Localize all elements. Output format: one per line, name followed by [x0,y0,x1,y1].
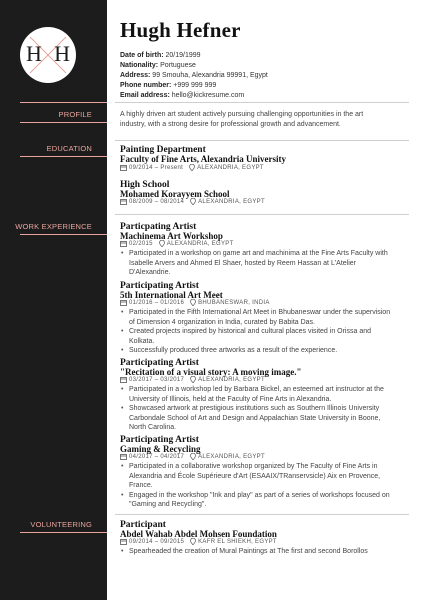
education-meta: 08/2009 – 08/2014 ALEXANDRIA, EGYPT [120,198,265,206]
divider [20,532,107,533]
job-meta: 02/2015 ALEXANDRIA, EGYPT [120,240,234,248]
monogram-logo [20,27,76,83]
divider [115,102,409,103]
volunteer-bullets [120,547,395,557]
profile-summary: A highly driven art student actively pursuing challenging opportunities in the art industry, with a strong desire for professional growth and advancement. [120,111,364,128]
job-bullets [120,308,395,356]
volunteer-meta: 09/2014 – 09/2015 KAFR EL SHIEKH, EGYPT [120,538,277,546]
list-item: • Showcased artwork at prestigious institutions such as Southern Illinois University Carbondale School of Art and Design and Appalachian State University in Boone, North Carolina. [120,404,395,433]
job-meta: 01/2016 – 01/2016 BHUBANESWAR, INDIA [120,299,270,307]
location: ALEXANDRIA, EGYPT [159,241,234,247]
location-pin-icon [189,164,195,171]
volunteer-organization: Abdel Wahab Abdel Mohsen Foundation [120,529,277,539]
calendar-icon [120,538,127,545]
divider [115,214,409,215]
education-meta: 09/2014 – Present ALEXANDRIA, EGYPT [120,164,264,172]
job-bullets [120,462,395,510]
divider [115,140,409,141]
location-text: ALEXANDRIA, EGYPT [197,165,264,172]
job-bullets [120,385,395,433]
location: ALEXANDRIA, EGYPT [190,199,265,205]
job-organization: Machinema Art Workshop [120,231,223,241]
job-title: Particpating Artist [120,222,197,232]
info-row-phone: Phone number: +999 999 999 [120,82,217,89]
list-item: • Participated in the Fifth International Art Meet in Bhubaneswar under the supervision of Dimension 4 organization in India, curated by Babita Das. [120,308,395,327]
info-row-email: Email address: hello@kickresume.com [120,92,245,99]
divider [20,234,107,235]
calendar-icon [120,240,127,247]
list-item: • Engaged in the workshop "Ink and play" as part of a series of workshops focused on "Gaming and Recycling". [120,491,395,510]
divider [20,102,107,103]
job-title: Participating Artist [120,435,199,445]
location-pin-icon [190,198,196,205]
divider [115,514,409,515]
volunteer-title: Participant [120,520,166,530]
info-row-nationality: Nationality: Portuguese [120,62,196,69]
job-meta: 04/2017 – 04/2017 ALEXANDRIA, EGYPT [120,453,265,461]
job-meta: 03/2017 – 03/2017 ALEXANDRIA, EGYPT [120,376,265,384]
education-title: High School [120,180,170,190]
job-organization: 5th International Art Meet [120,290,223,300]
location: ALEXANDRIA, EGYPT [190,454,265,460]
education-institution: Mohamed Korayyem School [120,189,230,199]
job-organization: "Recitation of a visual story: A moving image." [120,367,302,377]
location: KAFR EL SHIEKH, EGYPT [190,539,277,545]
list-item: • Participated in a workshop on game art and machinima at the Fine Arts Faculty with Isabelle Arvers and Ahmed El Shaer, hosted by Reem Hassan at L'Atelier D'Alexandrie. [120,249,395,278]
divider [20,156,107,157]
calendar-icon [120,376,127,383]
info-row-dob: Date of birth: 20/19/1999 [120,52,201,59]
education-institution: Faculty of Fine Arts, Alexandria University [120,154,286,164]
list-item: • Created projects inspired by historical and cultural places visited in Orissa and Kolkata. [120,327,395,346]
job-organization: Gaming & Recycling [120,444,201,454]
location-pin-icon [190,453,196,460]
sidebar: H H PROFILE EDUCATION WORK EXPERIENCE VOLUNTEERING [0,0,107,600]
job-title: Participating Artist [120,358,199,368]
job-title: Participating Artist [120,281,199,291]
location-pin-icon [159,240,165,247]
job-bullets [120,249,395,278]
location: ALEXANDRIA, EGYPT [190,377,265,383]
list-item: • Successfully produced three artworks as a result of the experience. [120,346,395,356]
calendar-icon [120,198,127,205]
monogram-letter-right: H [54,41,70,66]
monogram-letter-left: H [26,41,42,66]
calendar-icon [120,164,127,171]
location-pin-icon [190,538,196,545]
person-name: Hugh Hefner [120,18,241,42]
list-item: • Participated in a workshop led by Barbara Bickel, an esteemed art instructor at the University of Illinois, held at the Faculty of Fine Arts in Alexandria. [120,385,395,404]
location [189,165,264,171]
calendar-icon [120,299,127,306]
info-row-address: Address: 99 Smouha, Alexandria 99991, Egypt [120,72,268,79]
personal-info [120,51,268,101]
location-pin-icon [190,299,196,306]
calendar-icon [120,453,127,460]
list-item: • Spearheaded the creation of Mural Paintings at The first and second Borollos [120,547,395,557]
divider [20,122,107,123]
list-item: • Participated in a collaborative workshop organized by The Faculty of Fine Arts in Alexandria and École Supérieure d'Art (ESAAIX/TRanservsicle) Aix en Provence, France. [120,462,395,491]
location-pin-icon [190,376,196,383]
location: BHUBANESWAR, INDIA [190,300,270,306]
education-title: Painting Department [120,145,206,155]
